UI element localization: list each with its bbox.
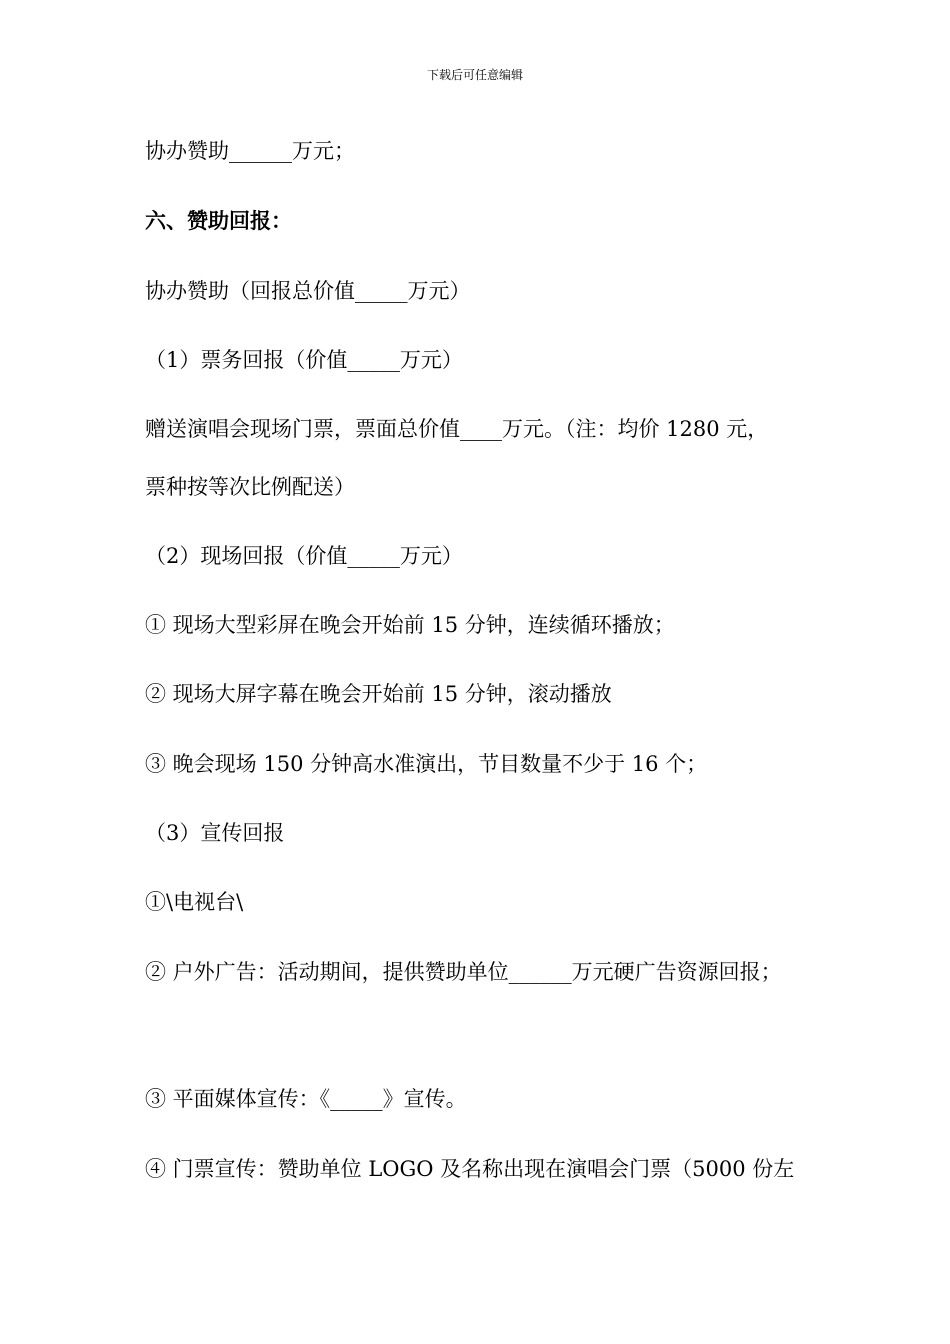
subheading-promotion-return: （3）宣传回报 [145,821,285,845]
list-item-promotion-1: ①\电视台\ [145,890,244,914]
list-item-promotion-4: ④ 门票宣传：赞助单位 LOGO 及名称出现在演唱会门票（5000 份左 [145,1157,795,1181]
section-heading-sponsor-return: 六、赞助回报： [145,208,292,233]
text-line-ticket-gift: 赠送演唱会现场门票，票面总价值____万元。（注：均价 1280 元， [145,417,769,441]
text-line-sponsor-amount: 协办赞助______万元； [145,139,355,163]
text-line-return-total: 协办赞助（回报总价值_____万元） [145,279,471,303]
page-header: 下载后可任意编辑 [426,68,523,82]
subheading-ticket-return: （1）票务回报（价值_____万元） [145,348,463,372]
list-item-promotion-2: ② 户外广告：活动期间，提供赞助单位______万元硬广告资源回报； [145,960,782,984]
subheading-onsite-return: （2）现场回报（价值_____万元） [145,544,463,568]
list-item-onsite-1: ① 现场大型彩屏在晚会开始前 15 分钟，连续循环播放； [145,613,675,637]
list-item-onsite-3: ③ 晚会现场 150 分钟高水准演出，节目数量不少于 16 个； [145,752,708,776]
list-item-promotion-3: ③ 平面媒体宣传：《_____》宣传。 [145,1087,467,1111]
list-item-onsite-2: ② 现场大屏字幕在晚会开始前 15 分钟，滚动播放 [145,682,612,706]
text-line-ticket-gift-cont: 票种按等次比例配送） [145,475,355,499]
